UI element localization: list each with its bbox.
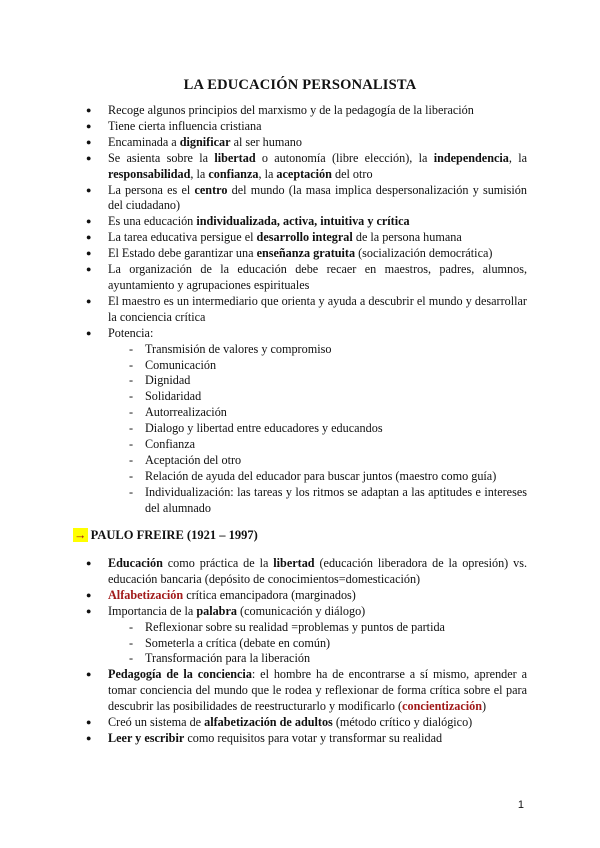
sublist-item: - Individualización: las tareas y los ritmos se adaptan a las aptitudes e intereses del alumnado bbox=[108, 485, 527, 517]
page-title: LA EDUCACIÓN PERSONALISTA bbox=[183, 77, 417, 93]
sublist-item: - Autorrealización bbox=[108, 405, 527, 421]
page-number: 1 bbox=[517, 799, 524, 811]
palabra-sublist bbox=[108, 620, 527, 668]
list-item: ● Leer y escribir como requisitos para votar y transformar su realidad bbox=[82, 731, 527, 747]
list-item: ● Alfabetización crítica emancipadora (marginados) bbox=[82, 588, 527, 604]
sublist-item: - Aceptación del otro bbox=[108, 453, 527, 469]
sublist-item: - Comunicación bbox=[108, 358, 527, 374]
potencia-sublist bbox=[108, 342, 527, 517]
personalista-list bbox=[82, 103, 527, 517]
list-item: ● Creó un sistema de alfabetización de adultos (método crítico y dialógico) bbox=[82, 715, 527, 731]
list-item: ● Tiene cierta influencia cristiana bbox=[82, 119, 527, 135]
list-item-potencia: ● Potencia: - Transmisión de valores y compromiso - Comunicación - Dignidad - Solidaridad - Autorrealización - Dialogo y libertad entre educadores y educandos - Confianza - Aceptación del otro - Relación de ayuda del educador para buscar juntos (maestro como guía) - Individualización: las tareas y los ritmos se adaptan a las aptitudes e intereses del alumnado bbox=[82, 326, 527, 517]
sublist-item: - Reflexionar sobre su realidad =problemas y puntos de partida bbox=[108, 620, 527, 636]
list-item: ● El maestro es un intermediario que orienta y ayuda a descubrir el mundo y desarrollar la conciencia crítica bbox=[82, 294, 527, 326]
section-heading-freire: → PAULO FREIRE (1921 – 1997) bbox=[74, 528, 258, 542]
arrow-icon: → bbox=[74, 528, 87, 542]
sublist-item: - Transformación para la liberación bbox=[108, 651, 527, 667]
list-item-palabra: ● Importancia de la palabra (comunicación y diálogo) - Reflexionar sobre su realidad =problemas y puntos de partida - Someterla a crítica (debate en común) - Transformación para la liberación bbox=[82, 604, 527, 668]
list-item: ● Pedagogía de la conciencia: el hombre ha de encontrarse a sí mismo, aprender a tomar conciencia del mundo que le rodea y reflexionar de forma crítica sobre el para descubrir las posibilidades de reestructurarlo y modificarlo (concientización) bbox=[82, 667, 527, 715]
sublist-item: - Relación de ayuda del educador para buscar juntos (maestro como guía) bbox=[108, 469, 527, 485]
list-item: ● El Estado debe garantizar una enseñanza gratuita (socialización democrática) bbox=[82, 246, 527, 262]
sublist-item: - Solidaridad bbox=[108, 389, 527, 405]
list-item: ● Educación como práctica de la libertad (educación liberadora de la opresión) vs. educación bancaria (depósito de conocimientos=domesticación) bbox=[82, 556, 527, 588]
list-item: ● Recoge algunos principios del marxismo y de la pedagogía de la liberación bbox=[82, 103, 527, 119]
list-item: ● La organización de la educación debe recaer en maestros, padres, alumnos, ayuntamiento y agrupaciones espirituales bbox=[82, 262, 527, 294]
sublist-item: - Confianza bbox=[108, 437, 527, 453]
list-item: ● La persona es el centro del mundo (la masa implica despersonalización y sumisión del ciudadano) bbox=[82, 183, 527, 215]
sublist-item: - Transmisión de valores y compromiso bbox=[108, 342, 527, 358]
list-item: ● Encaminada a dignificar al ser humano bbox=[82, 135, 527, 151]
sublist-item: - Someterla a crítica (debate en común) bbox=[108, 636, 527, 652]
list-item: ● Se asienta sobre la libertad o autonomía (libre elección), la independencia, la responsabilidad, la confianza, la aceptación del otro bbox=[82, 151, 527, 183]
list-item: ● Es una educación individualizada, activa, intuitiva y crítica bbox=[82, 214, 527, 230]
freire-list bbox=[82, 556, 527, 747]
sublist-item: - Dialogo y libertad entre educadores y educandos bbox=[108, 421, 527, 437]
list-item: ● La tarea educativa persigue el desarrollo integral de la persona humana bbox=[82, 230, 527, 246]
sublist-item: - Dignidad bbox=[108, 373, 527, 389]
